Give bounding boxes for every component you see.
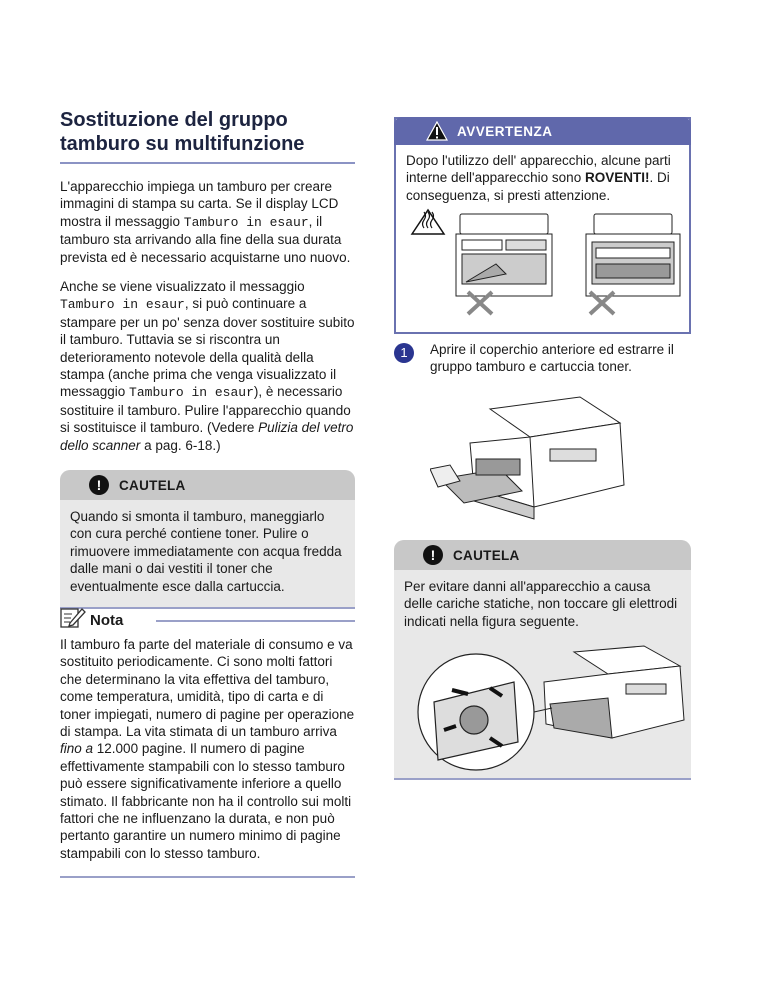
lcd-message: Tamburo in esaur — [129, 385, 254, 401]
caution-label: CAUTELA — [453, 548, 520, 563]
caution-header — [60, 470, 355, 500]
caution-text: Quando si smonta il tamburo, maneggiarlo con cura perché contiene toner. Pulire o rimuovere immediatamente con acqua fredda dalle mani o dai vestiti il toner che eventualmente esce dalla cartuccia. — [70, 509, 342, 594]
warning-box — [394, 117, 691, 334]
hot-surface-icon — [412, 210, 444, 234]
hot-parts-drawing — [396, 204, 689, 332]
exclamation-icon: ! — [423, 545, 443, 565]
right-column — [394, 117, 691, 629]
caution-header — [394, 540, 691, 570]
intro-paragraph: L'apparecchio impiega un tamburo per creare immagini di stampa su carta. Se il display LCD mostra il messaggio Tamburo in esaur, il tamburo sta arrivando alla fine della sua durata prevista ed è necessario acquistarne uno nuovo. — [60, 179, 351, 265]
step-number-badge: 1 — [394, 343, 414, 363]
electrodes-illustration — [394, 642, 691, 778]
warning-header — [394, 117, 691, 145]
cross-reference: Pulizia del vetro dello scanner — [60, 420, 354, 453]
note-rule — [156, 620, 355, 622]
machine-rear-illustration — [586, 214, 680, 314]
note-box — [60, 605, 355, 878]
note-header — [60, 605, 355, 631]
warning-triangle-icon — [426, 121, 448, 141]
hot-parts-illustration — [396, 204, 689, 332]
caution-label: CAUTELA — [119, 478, 186, 493]
note-label: Nota — [90, 612, 124, 629]
warning-text: Dopo l'utilizzo dell' apparecchio, alcune parti interne dell'apparecchio sono ROVENTI!. Di conseguenza, si presti attenzione. — [406, 153, 671, 203]
continue-paragraph: Anche se viene visualizzato il messaggio Tamburo in esaur, si può continuare a stampare per un po' senza dover sostituire subito il tamburo. Tuttavia se si riscontra un deterioramento notevole della qualità della stampa (anche prima che venga visualizzato il messaggio Tamburo in esaur), è necessario sostituire il tamburo. Pulire l'apparecchio quando si sostituisce il tamburo. (Vedere Pulizia del vetro dello scanner a pag. 6-18.) — [60, 279, 355, 453]
machine-front-illustration — [456, 214, 552, 314]
note-text: Il tamburo fa parte del materiale di consumo e va sostituito periodicamente. Ci sono molti fattori che determinano la vita effettiva del tamburo, come temperatura, umidità, tipo di carta e di toner impiegati, numero di pagine per operazione di stampa. La vita stimata di un tamburo arriva fino a 12.000 pagine. Il numero di pagine effettivamente stampabili con lo stesso tamburo può essere significativamente inferiore a quello stimato. Il fabbricante non ha il controllo sui molti fattori che ne influenzano la durata, e non può pertanto garantire un numero minimo di pagine stampabili con lo stesso tamburo. — [60, 637, 355, 861]
page-title: Sostituzione del gruppo tamburo su multifunzione — [60, 109, 305, 155]
drum-removal-illustration — [430, 389, 636, 525]
title-rule — [60, 162, 355, 164]
warning-label: AVVERTENZA — [457, 124, 553, 139]
left-column — [60, 108, 355, 861]
lcd-message: Tamburo in esaur — [183, 214, 309, 230]
step-1 — [394, 341, 691, 376]
lcd-message: Tamburo in esaur — [60, 297, 185, 313]
note-end-rule — [60, 876, 355, 878]
caution-box — [60, 470, 355, 609]
caution-box — [394, 540, 691, 780]
exclamation-icon: ! — [89, 475, 109, 495]
electrodes-drawing — [394, 642, 691, 778]
note-pencil-icon — [60, 605, 86, 629]
caution-text: Per evitare danni all'apparecchio a causa delle cariche statiche, non toccare gli elettrodi indicati nella figura seguente. — [404, 579, 678, 629]
step-text: Aprire il coperchio anteriore ed estrarre il gruppo tamburo e cartuccia toner. — [430, 342, 674, 375]
